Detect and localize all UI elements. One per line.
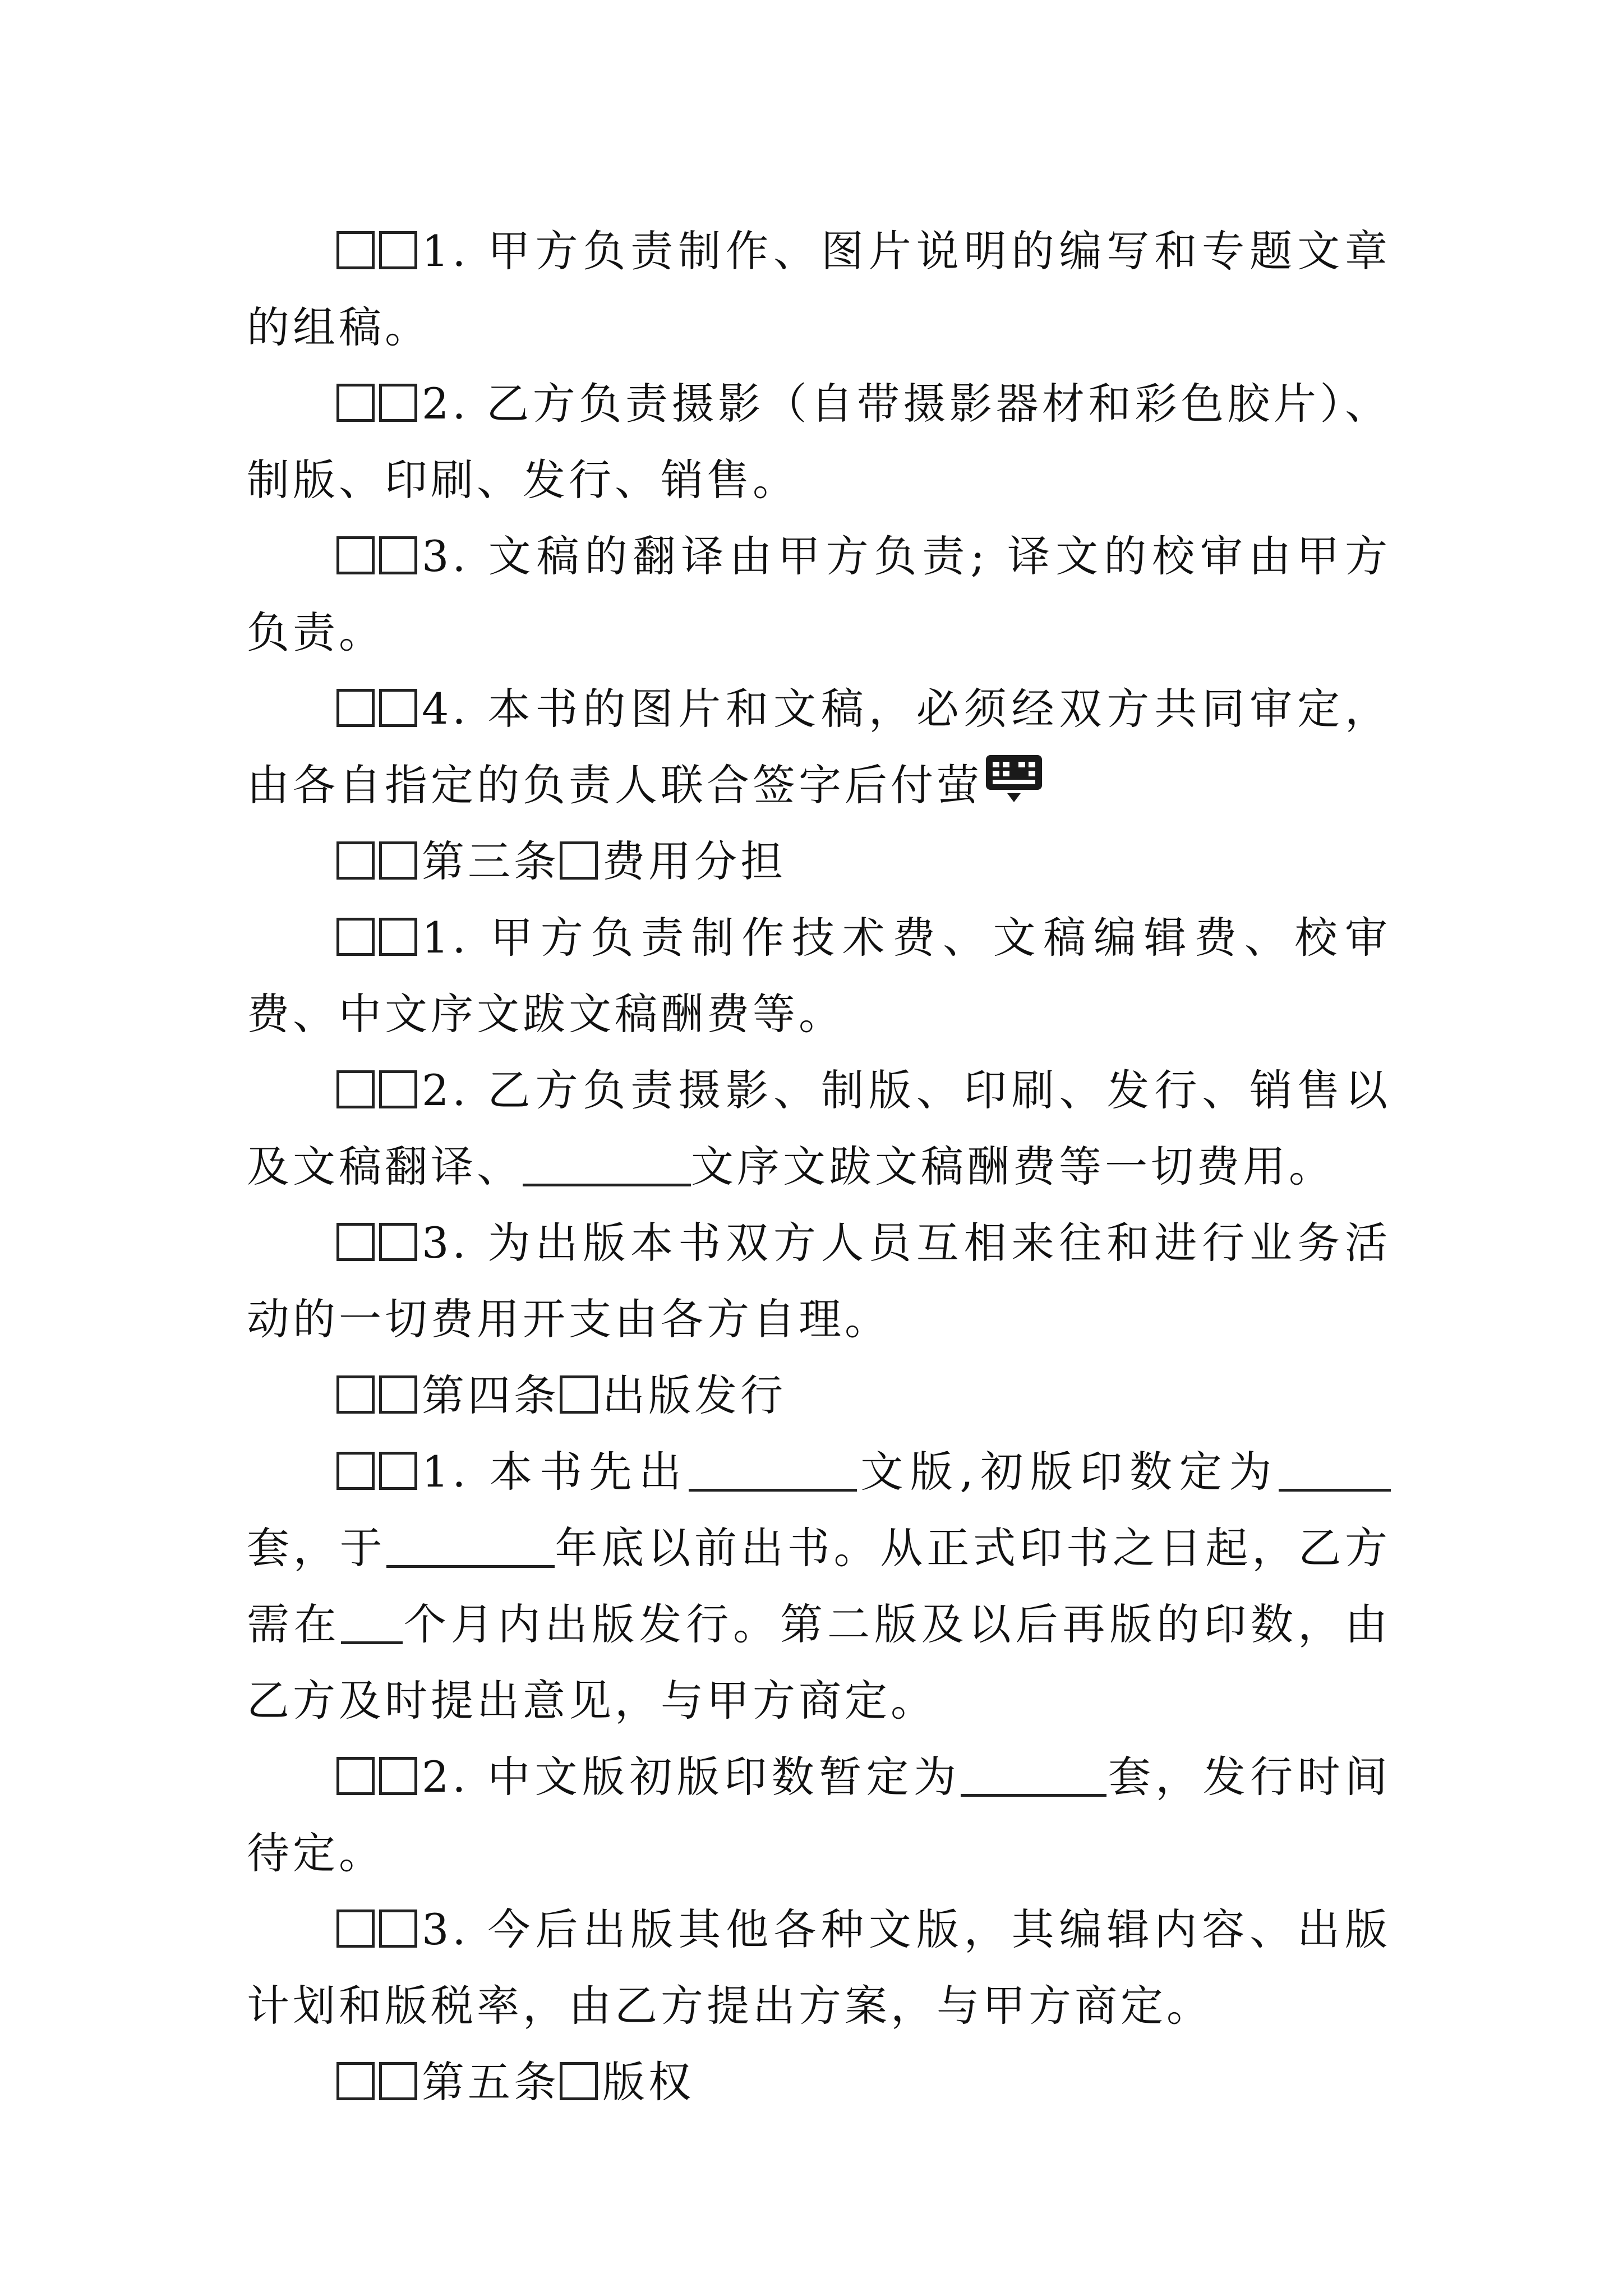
placeholder-box <box>336 1452 375 1490</box>
placeholder-box <box>560 2062 598 2100</box>
clause-4-heading <box>247 1358 1391 1434</box>
clause-2-item-1 <box>247 213 1391 366</box>
clause-5-heading <box>247 2044 1391 2120</box>
paragraph-text: 套，发行时间待定。 <box>247 1752 1391 1878</box>
paragraph-text: 年底以前出书。从正式印书之日起，乙方需在 <box>247 1523 1391 1649</box>
fill-in-blank[interactable] <box>341 1603 403 1644</box>
paragraph-text: 文版,初版印数定为 <box>856 1447 1279 1497</box>
placeholder-box <box>379 384 417 422</box>
placeholder-box <box>336 1910 375 1948</box>
placeholder-box <box>379 689 417 727</box>
fill-in-blank[interactable] <box>386 1527 555 1568</box>
paragraph-text: 套，于 <box>247 1523 386 1573</box>
placeholder-box <box>379 1452 417 1490</box>
placeholder-box <box>336 1757 375 1795</box>
keyboard-toggle-icon[interactable] <box>986 755 1042 806</box>
paragraph-text: 3. 为出版本书双方人员互相来往和进行业务活动的一切费用开支由各方自理。 <box>247 1218 1391 1344</box>
placeholder-box <box>379 841 417 880</box>
article-number: 第四条 <box>421 1370 560 1420</box>
placeholder-box <box>336 1223 375 1261</box>
paragraph-text: 1. 甲方负责制作、图片说明的编写和专题文章的组稿。 <box>247 226 1391 352</box>
clause-4-item-2 <box>247 1739 1391 1892</box>
document-body <box>247 213 1391 2120</box>
paragraph-text: 1. 甲方负责制作技术费、文稿编辑费、校审费、中文序文跋文稿酬费等。 <box>247 913 1391 1039</box>
clause-2-item-4 <box>247 671 1391 823</box>
clause-3-item-3 <box>247 1205 1391 1358</box>
placeholder-box <box>379 1070 417 1108</box>
fill-in-blank[interactable] <box>689 1451 857 1492</box>
placeholder-box <box>379 1375 417 1414</box>
article-number: 第五条 <box>421 2057 560 2107</box>
article-title: 版权 <box>602 2057 694 2107</box>
placeholder-box <box>336 689 375 727</box>
placeholder-box <box>379 918 417 956</box>
paragraph-text: 个月内出版发行。第二版及以后再版的印数，由乙方及时提出意见，与甲方商定。 <box>247 1599 1391 1726</box>
fill-in-blank[interactable] <box>1279 1451 1391 1492</box>
placeholder-box <box>336 384 375 422</box>
placeholder-box <box>379 536 417 574</box>
paragraph-text: 3. 文稿的翻译由甲方负责; 译文的校审由甲方负责。 <box>247 531 1391 657</box>
placeholder-box <box>336 536 375 574</box>
paragraph-text: 4. 本书的图片和文稿，必须经双方共同审定，由各自指定的负责人联合签字后付萤 <box>247 684 1391 810</box>
paragraph-text: 2. 乙方负责摄影、制版、印刷、发行、销售以及文稿翻译、 <box>247 1065 1391 1191</box>
article-title: 出版发行 <box>602 1370 786 1420</box>
placeholder-box <box>336 2062 375 2100</box>
placeholder-box <box>379 2062 417 2100</box>
clause-2-item-2 <box>247 366 1391 518</box>
paragraph-text: 1. 本书先出 <box>421 1447 689 1497</box>
clause-4-item-3 <box>247 1892 1391 2044</box>
paragraph-text: 文序文跋文稿酬费等一切费用。 <box>691 1142 1335 1191</box>
placeholder-box <box>336 918 375 956</box>
paragraph-text: 2. 乙方负责摄影（自带摄影器材和彩色胶片）、制版、印刷、发行、销售。 <box>247 379 1391 505</box>
placeholder-box <box>560 841 598 880</box>
placeholder-box <box>379 1910 417 1948</box>
placeholder-box <box>560 1375 598 1414</box>
placeholder-box <box>336 231 375 269</box>
fill-in-blank[interactable] <box>961 1756 1106 1797</box>
clause-3-item-1 <box>247 900 1391 1052</box>
placeholder-box <box>336 1070 375 1108</box>
placeholder-box <box>336 1375 375 1414</box>
article-number: 第三条 <box>421 836 560 886</box>
paragraph-text: 3. 今后出版其他各种文版，其编辑内容、出版计划和版税率，由乙方提出方案，与甲方商定。 <box>247 1904 1391 2031</box>
paragraph-text: 2. 中文版初版印数暂定为 <box>421 1752 961 1802</box>
placeholder-box <box>336 841 375 880</box>
clause-4-item-1 <box>247 1434 1391 1739</box>
placeholder-box <box>379 231 417 269</box>
clause-3-heading <box>247 823 1391 900</box>
article-title: 费用分担 <box>602 836 786 886</box>
placeholder-box <box>379 1223 417 1261</box>
clause-3-item-2 <box>247 1052 1391 1205</box>
fill-in-blank[interactable] <box>523 1145 691 1186</box>
placeholder-box <box>379 1757 417 1795</box>
clause-2-item-3 <box>247 518 1391 671</box>
